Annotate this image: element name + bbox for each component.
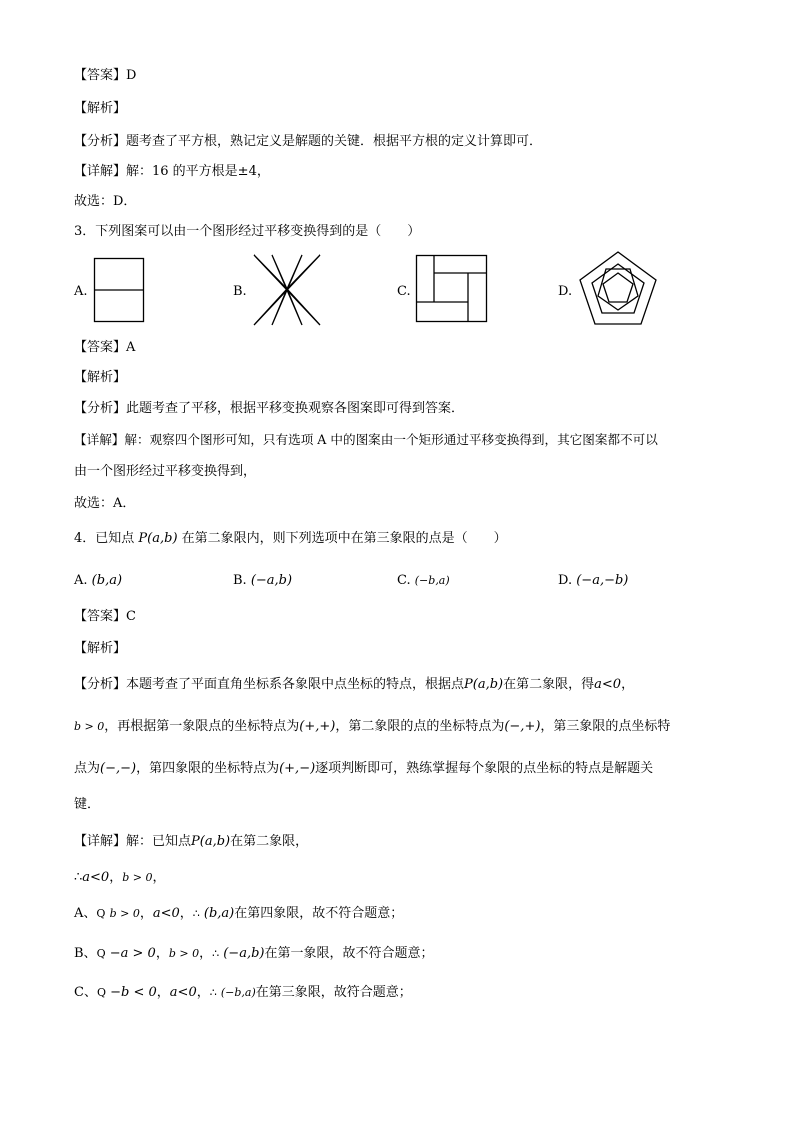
math-expr: −b < 0 bbox=[110, 985, 157, 1000]
q3-option-b-label: B. bbox=[233, 284, 247, 299]
q2-choice: 故选：D． bbox=[74, 194, 137, 209]
q4-option-d bbox=[558, 572, 628, 590]
because-glyph: Q bbox=[96, 947, 106, 960]
q4-option-c-value: (−b,a) bbox=[414, 574, 450, 587]
q4-option-b-value: (−a,b) bbox=[250, 573, 293, 588]
q4-point-p: P(a,b) bbox=[138, 531, 178, 546]
math-expr: a<0 bbox=[594, 677, 622, 692]
q3-option-d-label: D. bbox=[558, 284, 573, 299]
q4-option-a-label: A. bbox=[74, 573, 88, 588]
math-point: P(a,b) bbox=[464, 677, 504, 692]
q4-option-d-value: (−a,−b) bbox=[576, 573, 629, 588]
text-run: ， bbox=[196, 985, 210, 1000]
text-run: ， bbox=[621, 677, 635, 692]
therefore-symbol: ∴ bbox=[74, 870, 83, 885]
q3-choice: 故选：A． bbox=[74, 496, 136, 511]
text-run: 在第三象限，故符合题意； bbox=[255, 985, 412, 1000]
text-run: 点为 bbox=[74, 761, 101, 776]
q4-analysis-line3 bbox=[74, 760, 653, 778]
therefore-symbol: ∴ bbox=[192, 907, 200, 920]
q3-figure-b bbox=[252, 253, 322, 327]
q3-answer: 【答案】A bbox=[74, 340, 136, 355]
q4-stem bbox=[74, 530, 507, 548]
q3-figure-c bbox=[416, 255, 488, 323]
q2-analysis-heading: 【解析】 bbox=[74, 101, 127, 116]
math-expr: (−,+) bbox=[504, 719, 541, 734]
q4-therefore-line bbox=[74, 869, 165, 887]
text-run: ，再根据第一象限点的坐标特点为 bbox=[104, 719, 300, 734]
math-expr: a<0 bbox=[82, 870, 110, 885]
q3-analysis-heading: 【解析】 bbox=[74, 370, 127, 385]
text-run: ，第四象限的坐标特点为 bbox=[136, 761, 280, 776]
q3-detail-line1: 【详解】解：观察四个图形可知，只有选项 A 中的图案由一个矩形通过平移变换得到，其它图案都不可以 bbox=[74, 432, 658, 447]
text-run: 在第一象限，故不符合题意； bbox=[264, 946, 434, 961]
q4-option-c-label: C. bbox=[397, 573, 411, 588]
q4-case-c bbox=[74, 984, 412, 1002]
q4-option-b-label: B. bbox=[233, 573, 247, 588]
math-expr: b > 0 bbox=[74, 720, 105, 733]
text-run: ， bbox=[109, 870, 123, 885]
q4-analysis-line2 bbox=[74, 718, 670, 736]
text-run: ，第三象限的点坐标特 bbox=[540, 719, 671, 734]
math-expr: a<0 bbox=[169, 985, 197, 1000]
text-run: B、 bbox=[74, 946, 97, 961]
q3-option-a-label: A. bbox=[74, 284, 88, 299]
q4-detail bbox=[74, 833, 308, 851]
q2-answer: 【答案】D bbox=[74, 68, 137, 83]
math-expr: (b,a) bbox=[203, 906, 235, 921]
math-expr: (−,−) bbox=[100, 761, 137, 776]
q4-analysis-heading: 【解析】 bbox=[74, 641, 127, 656]
text-run: 在第四象限，故不符合题意； bbox=[234, 906, 404, 921]
math-expr: b > 0 bbox=[109, 907, 140, 920]
q4-option-a bbox=[74, 572, 122, 590]
q4-option-c bbox=[397, 572, 450, 590]
q4-stem-suffix: 在第二象限内，则下列选项中在第三象限的点是（ ） bbox=[181, 531, 507, 546]
math-expr: (−a,b) bbox=[223, 946, 265, 961]
math-point: P(a,b) bbox=[191, 834, 231, 849]
q3-figure-d bbox=[578, 250, 658, 326]
math-expr: a<0 bbox=[152, 906, 180, 921]
q3-option-c-label: C. bbox=[397, 284, 411, 299]
q3-analysis: 【分析】此题考查了平移，根据平移变换观察各图案即可得到答案． bbox=[74, 401, 465, 416]
q4-answer: 【答案】C bbox=[74, 609, 136, 624]
q3-stem: 3．下列图案可以由一个图形经过平移变换得到的是（ ） bbox=[74, 224, 421, 239]
because-glyph: Q bbox=[96, 986, 106, 999]
math-expr: b > 0 bbox=[168, 947, 200, 960]
because-glyph: Q bbox=[96, 907, 106, 920]
q2-detail: 【详解】解：16 的平方根是±4， bbox=[74, 164, 270, 179]
math-expr: −a > 0 bbox=[109, 946, 156, 961]
q4-option-d-label: D. bbox=[558, 573, 573, 588]
text-run: 在第二象限， bbox=[230, 834, 309, 849]
q4-case-a bbox=[74, 905, 403, 923]
text-run: ，第二象限的点的坐标特点为 bbox=[335, 719, 505, 734]
therefore-symbol: ∴ bbox=[212, 947, 220, 960]
math-expr: (−b,a) bbox=[220, 986, 256, 999]
text-run: ， bbox=[199, 946, 213, 961]
therefore-symbol: ∴ bbox=[209, 986, 217, 999]
q3-figure-a bbox=[94, 258, 144, 322]
text-run: ， bbox=[156, 985, 170, 1000]
text-run: ， bbox=[152, 870, 166, 885]
q4-option-a-value: (b,a) bbox=[91, 573, 123, 588]
math-expr: b > 0 bbox=[122, 871, 153, 884]
q4-stem-prefix: 4．已知点 bbox=[74, 531, 135, 546]
text-run: ， bbox=[155, 946, 169, 961]
text-run: C、 bbox=[74, 985, 97, 1000]
q4-analysis-line1 bbox=[74, 676, 634, 694]
q3-detail-line2: 由一个图形经过平移变换得到， bbox=[74, 464, 257, 479]
text-run: A、 bbox=[74, 906, 97, 921]
text-run: ， bbox=[139, 906, 153, 921]
q4-case-b bbox=[74, 945, 434, 963]
text-run: 逐项判断即可，熟练掌握每个象限的点坐标的特点是解题关 bbox=[315, 761, 654, 776]
text-run: 【详解】解：已知点 bbox=[74, 834, 192, 849]
text-run: 【分析】本题考查了平面直角坐标系各象限中点坐标的特点，根据点 bbox=[74, 677, 465, 692]
math-expr: (+,+) bbox=[299, 719, 336, 734]
text-run: ， bbox=[179, 906, 193, 921]
text-run: 在第二象限，得 bbox=[503, 677, 595, 692]
q4-analysis-line4: 键． bbox=[74, 797, 101, 812]
q2-analysis: 【分析】题考查了平方根，熟记定义是解题的关键．根据平方根的定义计算即可． bbox=[74, 134, 543, 149]
math-expr: (+,−) bbox=[279, 761, 316, 776]
q4-option-b bbox=[233, 572, 292, 590]
